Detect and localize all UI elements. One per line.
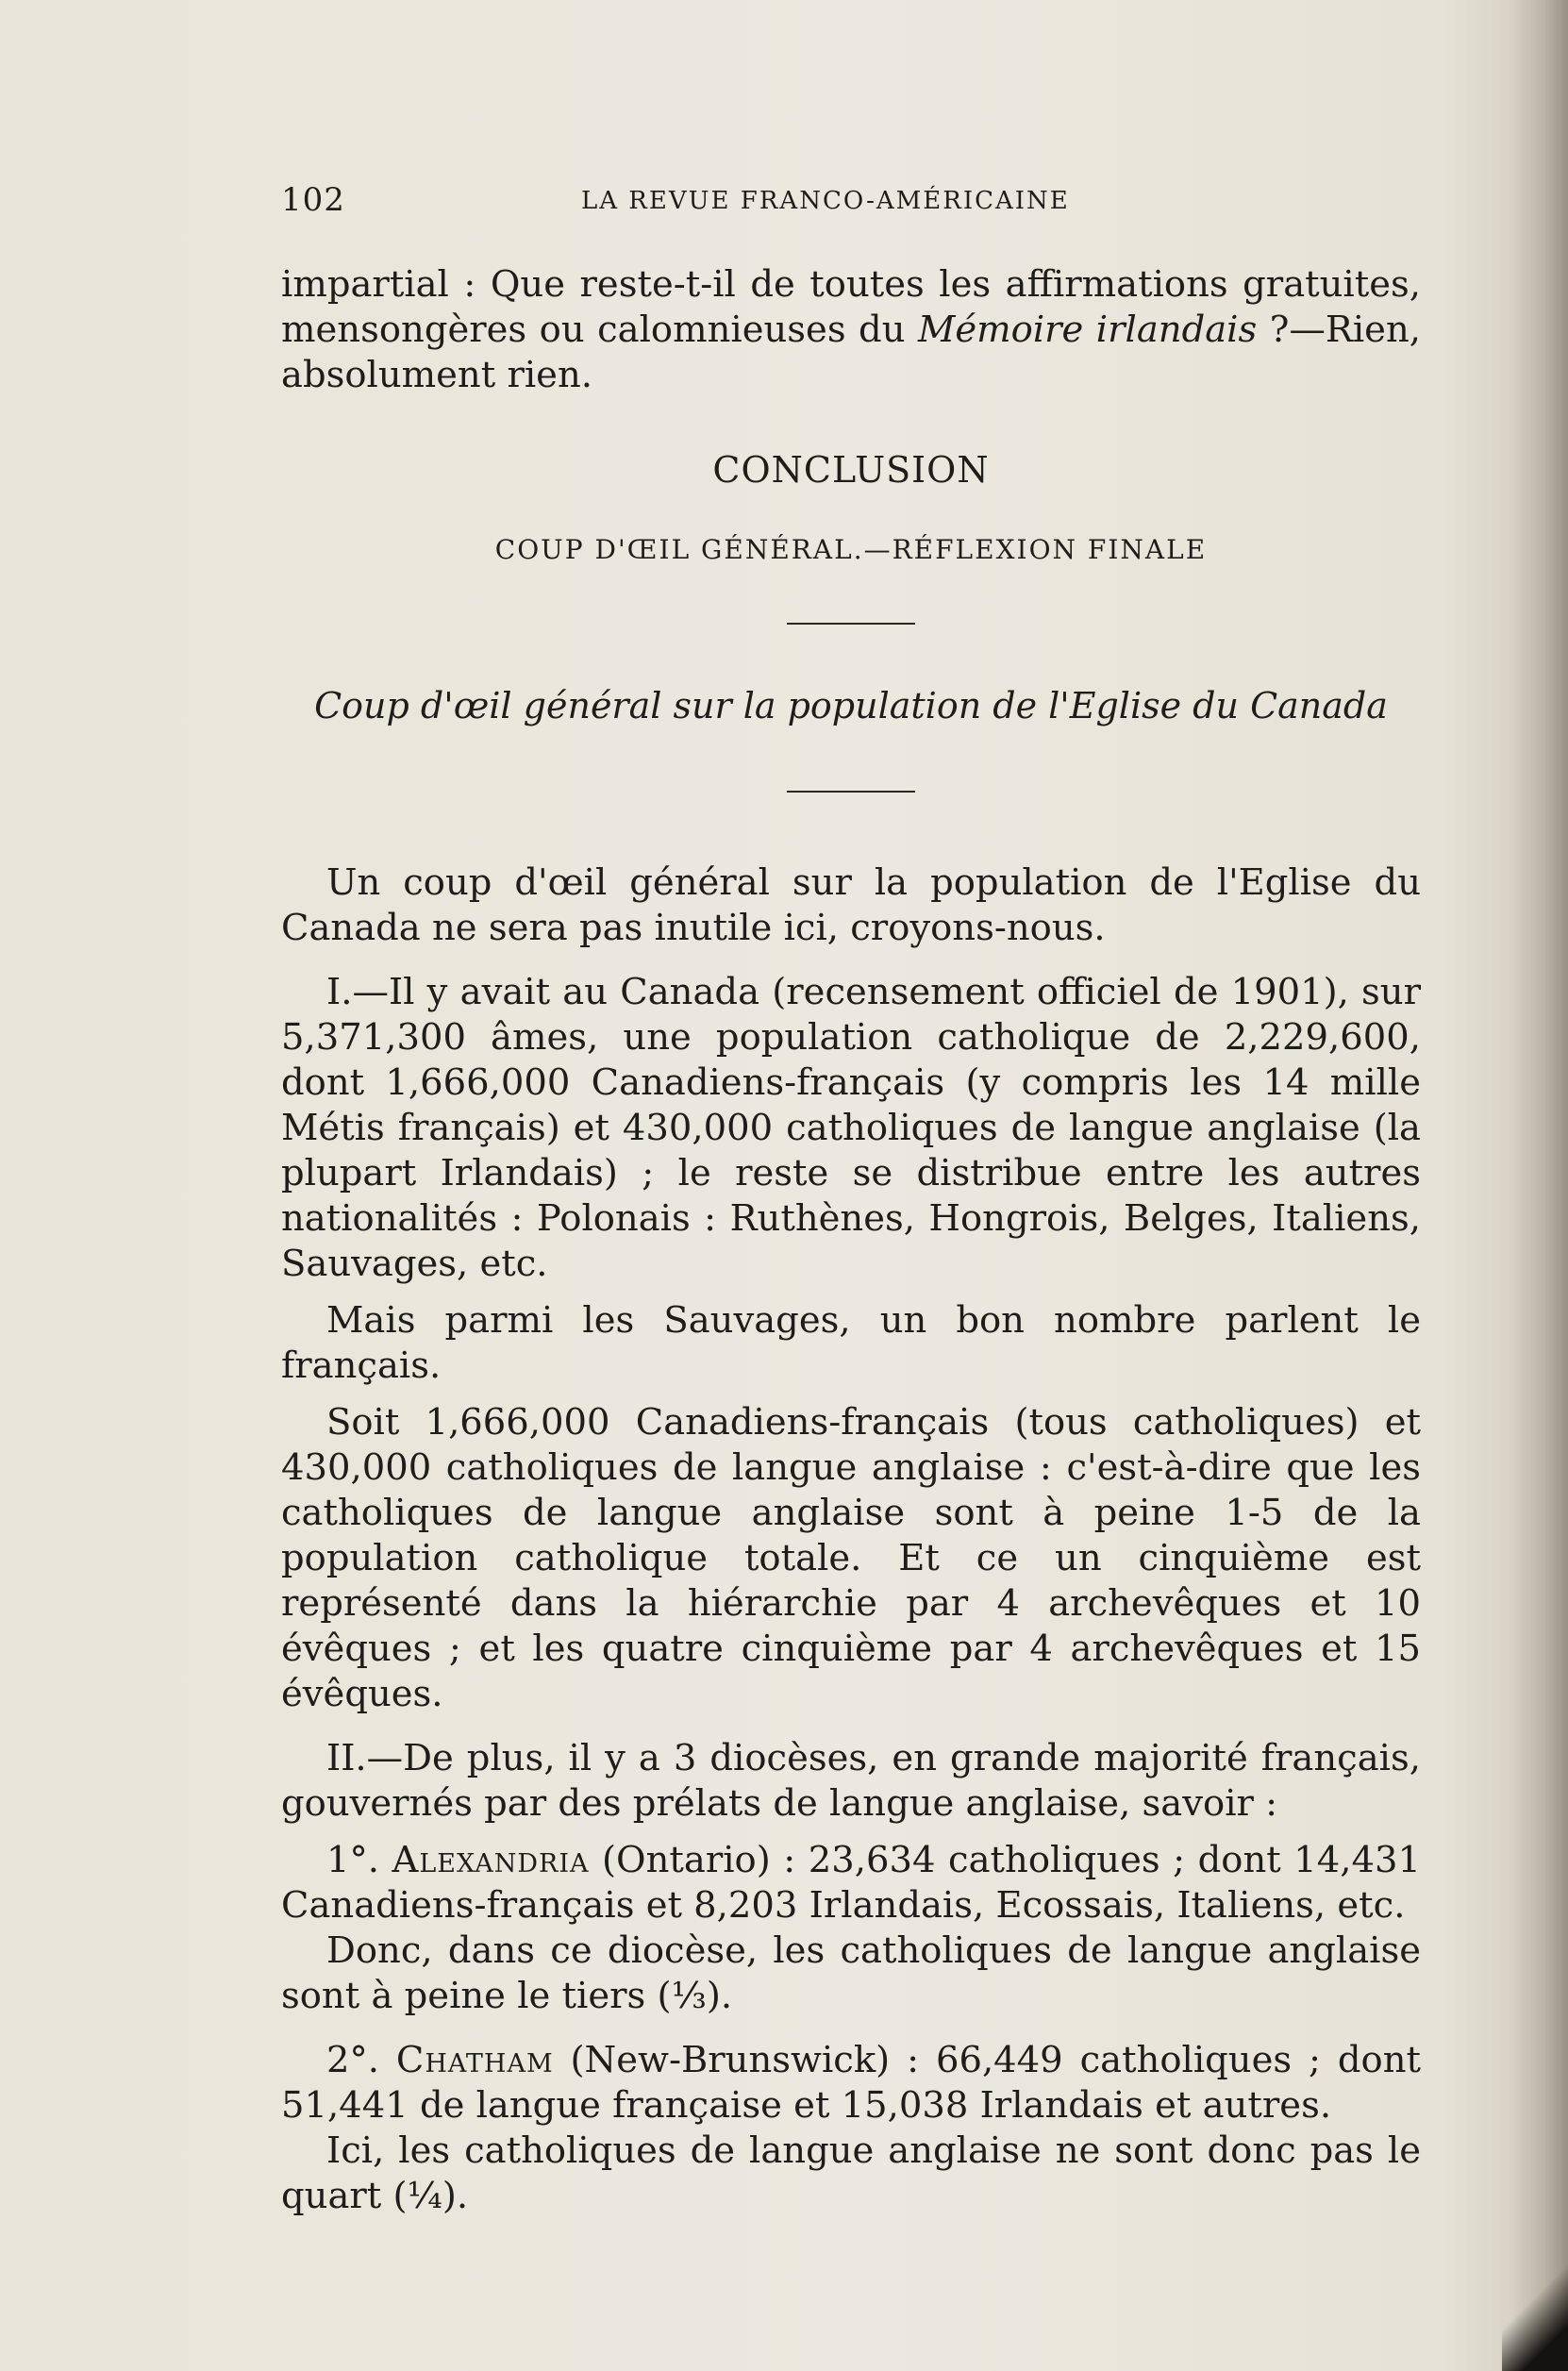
item-number: 1°. xyxy=(326,1839,379,1881)
paragraph-2: Mais parmi les Sauvages, un bon nombre parlent le français. xyxy=(281,1299,1421,1387)
page-body xyxy=(281,262,1421,2219)
page-number: 102 xyxy=(281,181,345,219)
paragraph-6: Donc, dans ce diocèse, les catholiques de langue anglaise sont à peine le tiers (⅓). xyxy=(281,1929,1421,2017)
paragraph-3: Soit 1,666,000 Canadiens-français (tous catholiques) et 430,000 catholiques de langue anglaise : c'est-à-dire que les catholiques de langue anglaise sont à peine 1-5 de la population catholique totale. Et ce un cinquième est représenté dans la hiérarchie par 4 archevêques et 10 évêques ; et les quatre cinquième par 4 archevêques et 15 évêques. xyxy=(281,1401,1421,1715)
divider-rule xyxy=(787,791,915,793)
item-text: (New-Brunswick) : 66,449 catholiques ; dont 51,441 de langue française et 15,038 Irlandais et autres. xyxy=(281,2039,1421,2127)
page-header xyxy=(281,181,1421,228)
item-text: (Ontario) : 23,634 catholiques ; dont 14,431 Canadiens-français et 8,203 Irlandais, Ecossais, Italiens, etc. xyxy=(281,1839,1421,1927)
opening-paragraph xyxy=(281,262,1421,398)
paragraph-chatham xyxy=(281,2038,1421,2129)
conclusion-heading: CONCLUSION xyxy=(712,449,990,491)
page-edge-shadow xyxy=(1511,0,1568,2371)
paragraph-4: II.—De plus, il y a 3 diocèses, en grande majorité français, gouvernés par des prélats de langue anglaise, savoir : xyxy=(281,1737,1421,1825)
paragraph-8: Ici, les catholiques de langue anglaise ne sont donc pas le quart (¼). xyxy=(281,2129,1421,2217)
opening-text-end: ?—Rien, absolument rien. xyxy=(281,309,1421,396)
text-block xyxy=(281,860,1421,2219)
divider-rule xyxy=(787,623,915,625)
opening-text: impartial : Que reste-t-il de toutes les affirmations gratuites, mensongères ou calomnieuses du xyxy=(281,263,1421,351)
section-title: Coup d'œil général sur la population de l'Eglise du Canada xyxy=(314,685,1388,726)
page-corner-shadow xyxy=(1502,2258,1568,2371)
diocese-name: Chatham xyxy=(395,2039,554,2081)
paragraph-alexandria xyxy=(281,1838,1421,1929)
opening-italic-title: Mémoire irlandais xyxy=(917,309,1258,351)
diocese-name: Alexandria xyxy=(392,1839,590,1881)
conclusion-subheading: COUP D'ŒIL GÉNÉRAL.—RÉFLEXION FINALE xyxy=(494,534,1208,565)
paragraph-intro: Un coup d'œil général sur la population de l'Eglise du Canada ne sera pas inutile ici, croyons-nous. xyxy=(281,861,1421,949)
item-number: 2°. xyxy=(326,2039,379,2081)
running-head: LA REVUE FRANCO-AMÉRICAINE xyxy=(581,187,1070,215)
paragraph-1: I.—Il y avait au Canada (recensement officiel de 1901), sur 5,371,300 âmes, une population catholique de 2,229,600, dont 1,666,000 Canadiens-français (y compris les 14 mille Métis français) et 430,000 catholiques de langue anglaise (la plupart Irlandais) ; le reste se distribue entre les autres nationalités : Polonais : Ruthènes, Hongrois, Belges, Italiens, Sauvages, etc. xyxy=(281,971,1421,1285)
